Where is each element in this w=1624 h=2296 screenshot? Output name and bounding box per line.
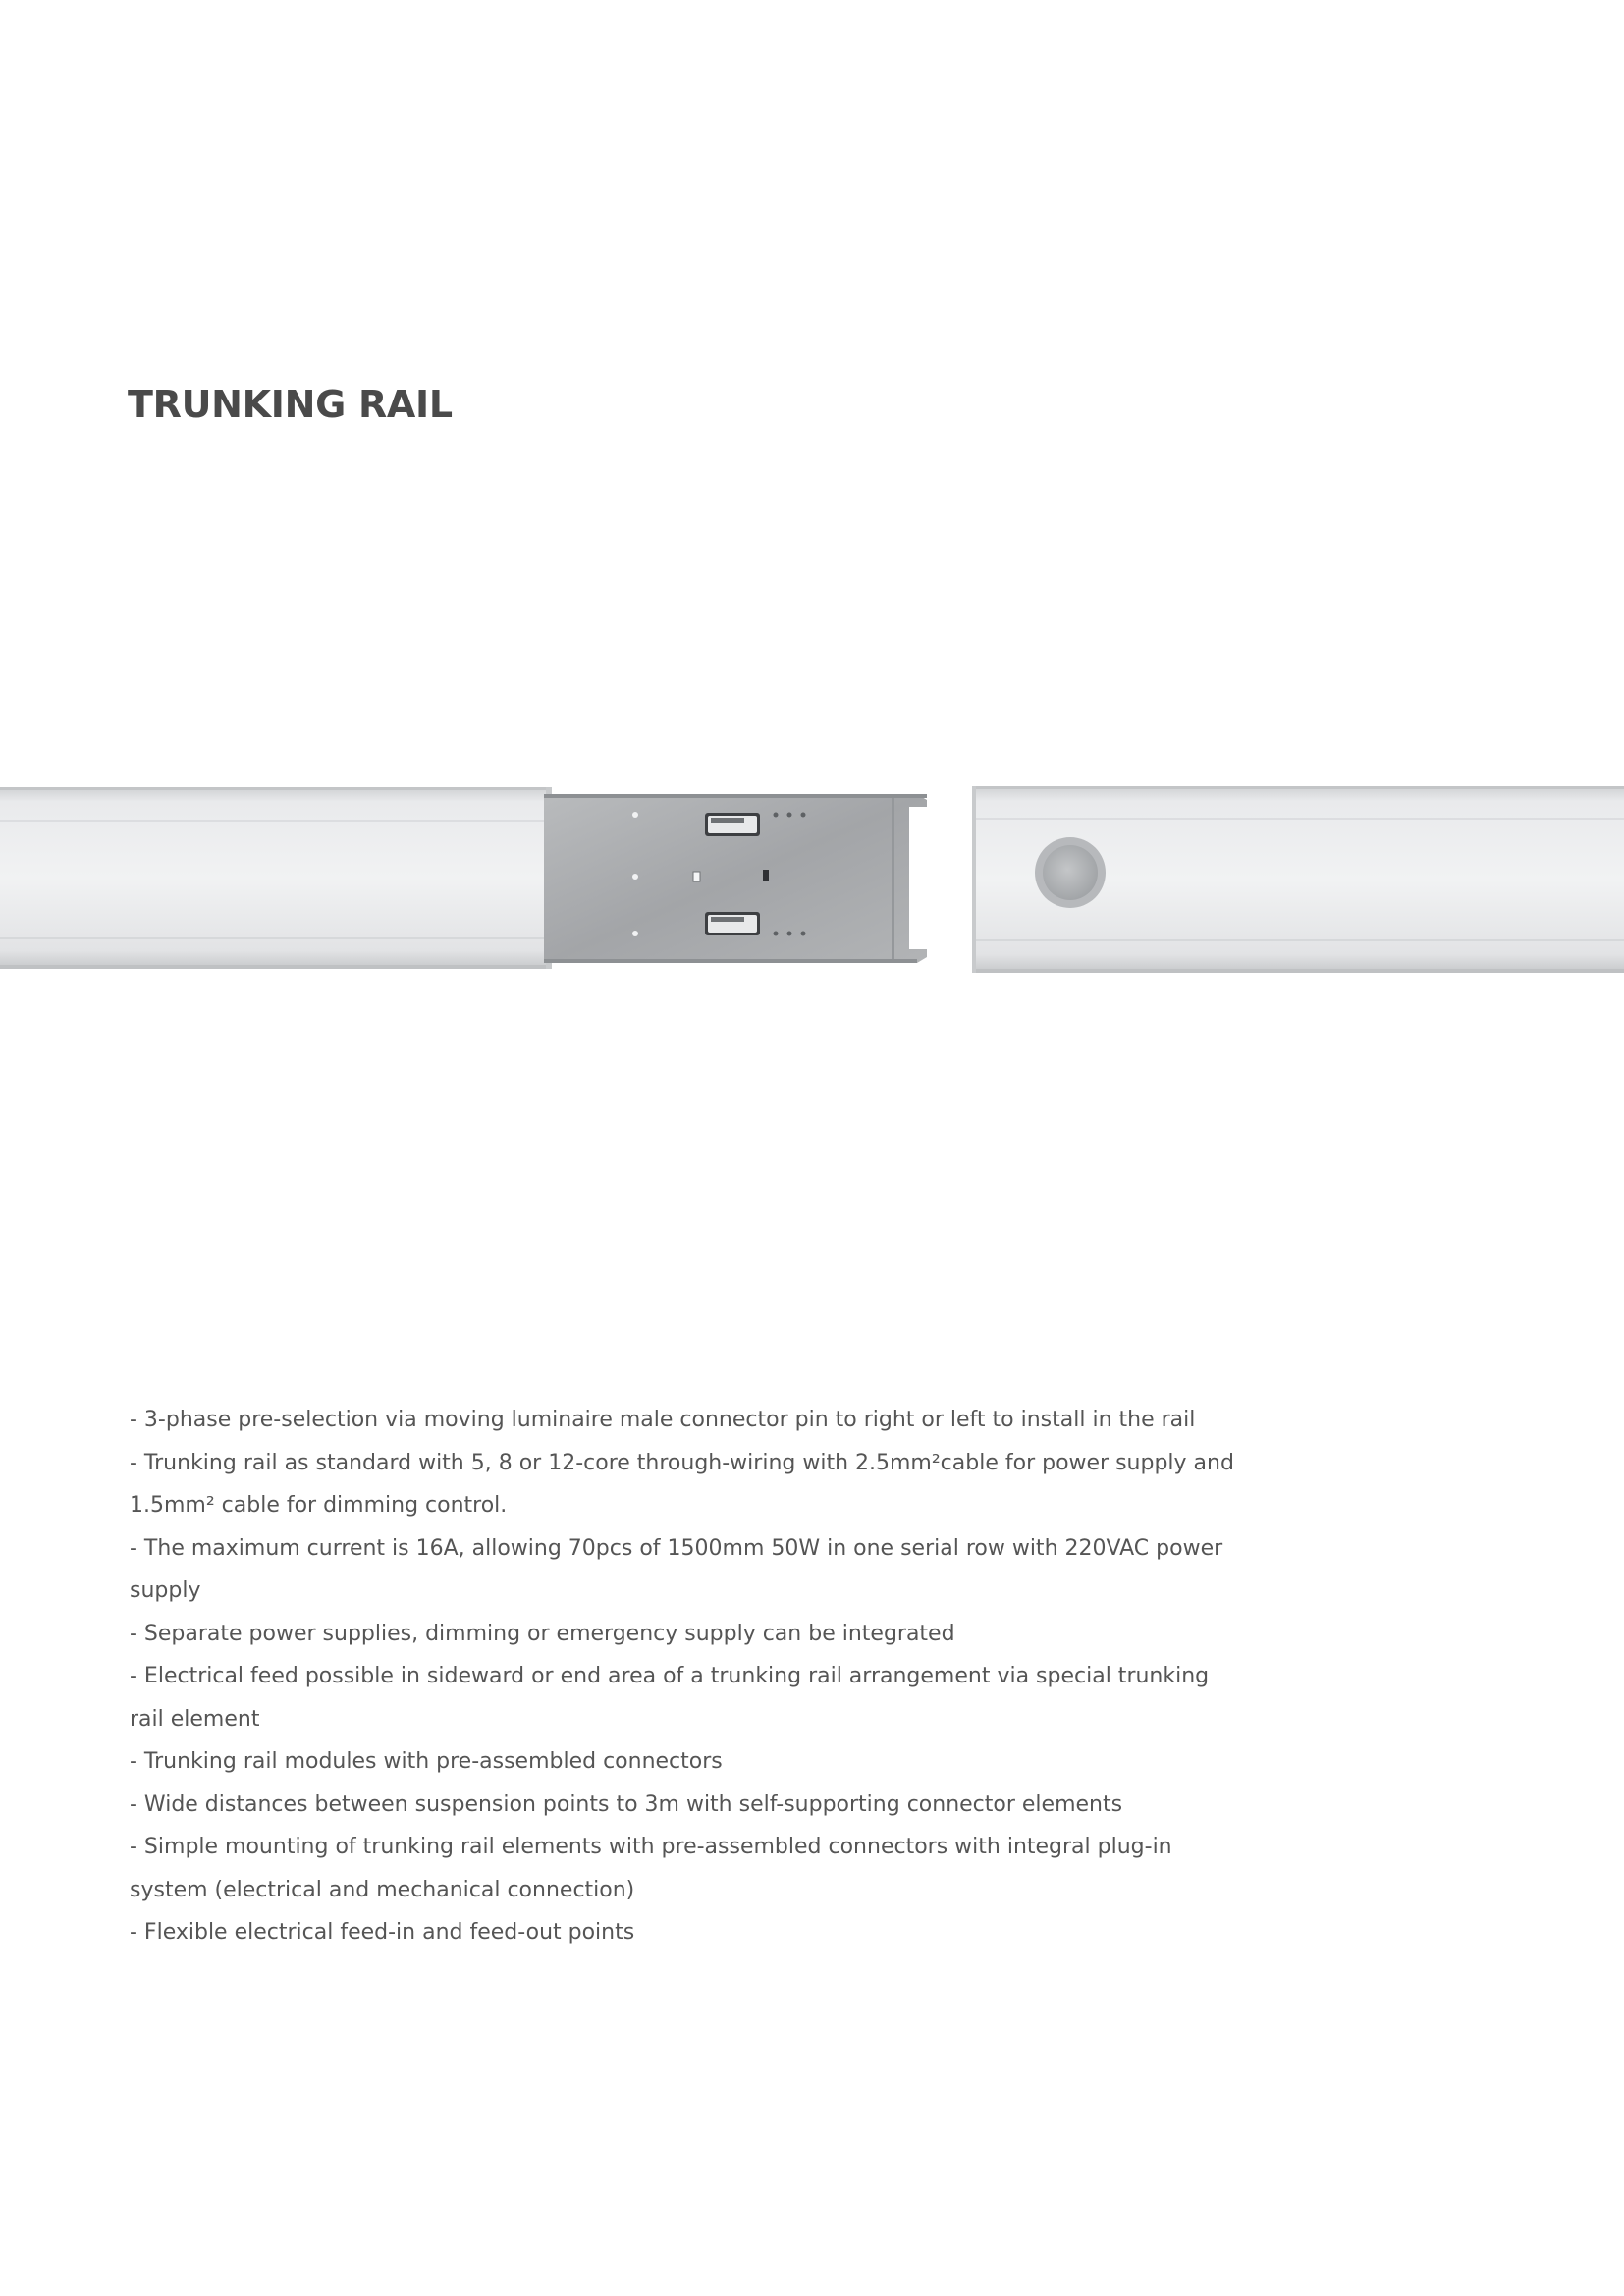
feature-item: - 3-phase pre-selection via moving luminaire male connector pin to right or left to install in the rail xyxy=(130,1408,1196,1432)
page-title: TRUNKING RAIL xyxy=(128,383,453,426)
connector-element xyxy=(544,794,927,963)
trunking-rail-image xyxy=(0,780,1624,977)
feature-list xyxy=(130,1399,1249,1954)
feature-item: - Electrical feed possible in sideward or end area of a trunking rail arrangement via special trunking rail element xyxy=(130,1664,1210,1732)
feature-item: - Separate power supplies, dimming or emergency supply can be integrated xyxy=(130,1621,955,1646)
feature-item: - Simple mounting of trunking rail elements with pre-assembled connectors with integral plug-in system (electrical and mechanical connection) xyxy=(130,1835,1172,1902)
feature-item: - The maximum current is 16A, allowing 70pcs of 1500mm 50W in one serial row with 220VAC power supply xyxy=(130,1535,1223,1603)
left-rail-section xyxy=(0,787,552,969)
feature-item: - Trunking rail as standard with 5, 8 or 12-core through-wiring with 2.5mm²cable for power supply and 1.5mm² cable for dimming control. xyxy=(130,1450,1234,1518)
feature-item: - Flexible electrical feed-in and feed-out points xyxy=(130,1920,635,1945)
feature-item: - Wide distances between suspension points to 3m with self-supporting connector elements xyxy=(130,1791,1123,1817)
feature-item: - Trunking rail modules with pre-assembled connectors xyxy=(130,1749,723,1774)
right-rail-section xyxy=(972,786,1624,973)
